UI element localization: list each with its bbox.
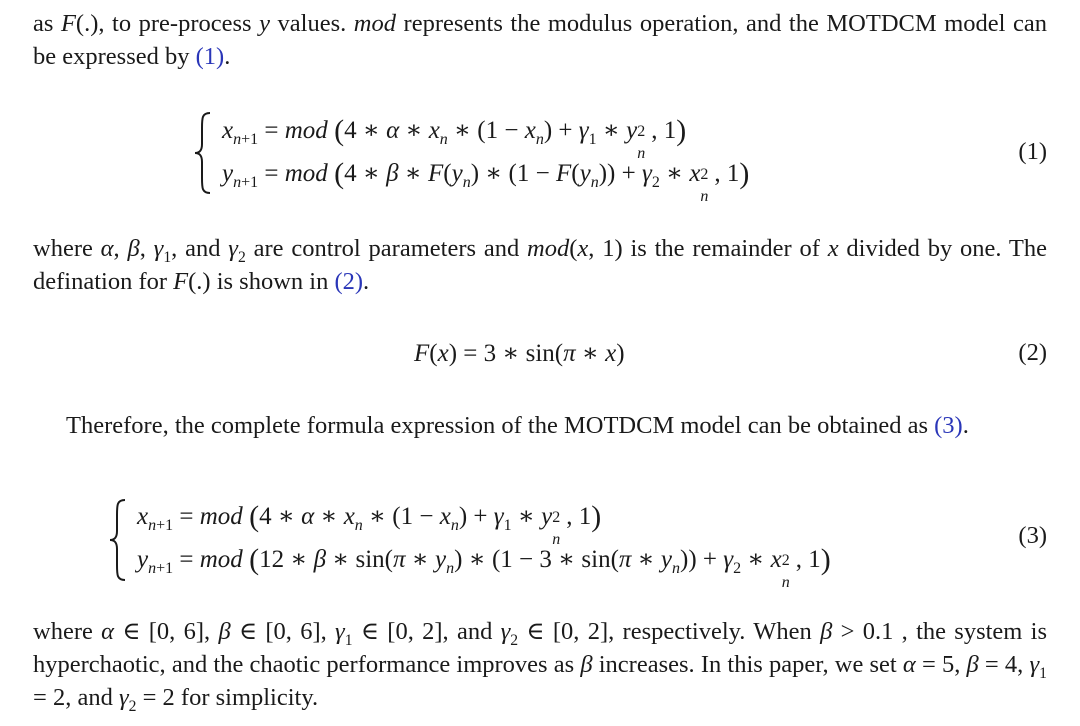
equation-3-line-2: $y_{n+1}$ = mod (12 ∗ β ∗ sin(π ∗ $y_n$) ∗ (1 − 3 ∗ sin(π ∗ $y_n)) + \gamma_2$ ∗ x 2 n , 1) [137, 543, 831, 591]
paragraph-intro: as F(.), to pre-process y values. mod represents the modulus operation, and the MOTDCM model can be expressed by (1). [33, 10, 1047, 70]
equation-2: F(x) = 3 ∗ sin(π ∗ x) [414, 340, 625, 367]
equation-1-label: (1) [1018, 138, 1047, 165]
equation-3-label: (3) [1018, 522, 1047, 549]
equation-2-label: (2) [1018, 339, 1047, 366]
equation-ref-3[interactable]: (3) [934, 412, 963, 439]
equation-3-line-1: $x_{n+1}$ = mod (4 ∗ α ∗ $x_n$ ∗ $(1 - x_n) + \gamma_1$ ∗ y 2 n , 1) [137, 500, 602, 548]
paragraph-parameter-ranges: where α ∈ [0, 6], β ∈ [0, 6], $\gamma_1$ ∈ [0, 2], and $\gamma_2$ ∈ [0, 2], respectively. When β > 0.1 , the system is hyperchaotic, and the chaotic performance improves as β increases. In this paper, we set α = 5, β = 4, $\gamma_1 = 2$, and $\gamma_2 = 2$ for simplicity. [33, 618, 1047, 715]
equation-1-line-1: $x_{n+1}$ = mod (4 ∗ α ∗ $x_n$ ∗ $(1 - x_n) + \gamma_1$ ∗ y 2 n , 1) [222, 114, 687, 162]
equation-1-line-2: $y_{n+1}$ = mod (4 ∗ β ∗ $F(y_n)$ ∗ $(1 - F(y_n)) + \gamma_2$ ∗ x 2 n , 1) [222, 157, 750, 205]
equation-ref-1[interactable]: (1) [195, 43, 225, 70]
paragraph-parameters: where α, β, $\gamma_1$, and $\gamma_2$ are control parameters and mod(x, 1) is the remainder of x divided by one. The defination for F(.) is shown in (2). [33, 235, 1047, 295]
equation-ref-2[interactable]: (2) [334, 268, 364, 295]
left-brace-icon [107, 497, 129, 583]
paragraph-complete-formula: Therefore, the complete formula expression of the MOTDCM model can be obtained as (3). [66, 412, 969, 439]
left-brace-icon [192, 110, 214, 196]
